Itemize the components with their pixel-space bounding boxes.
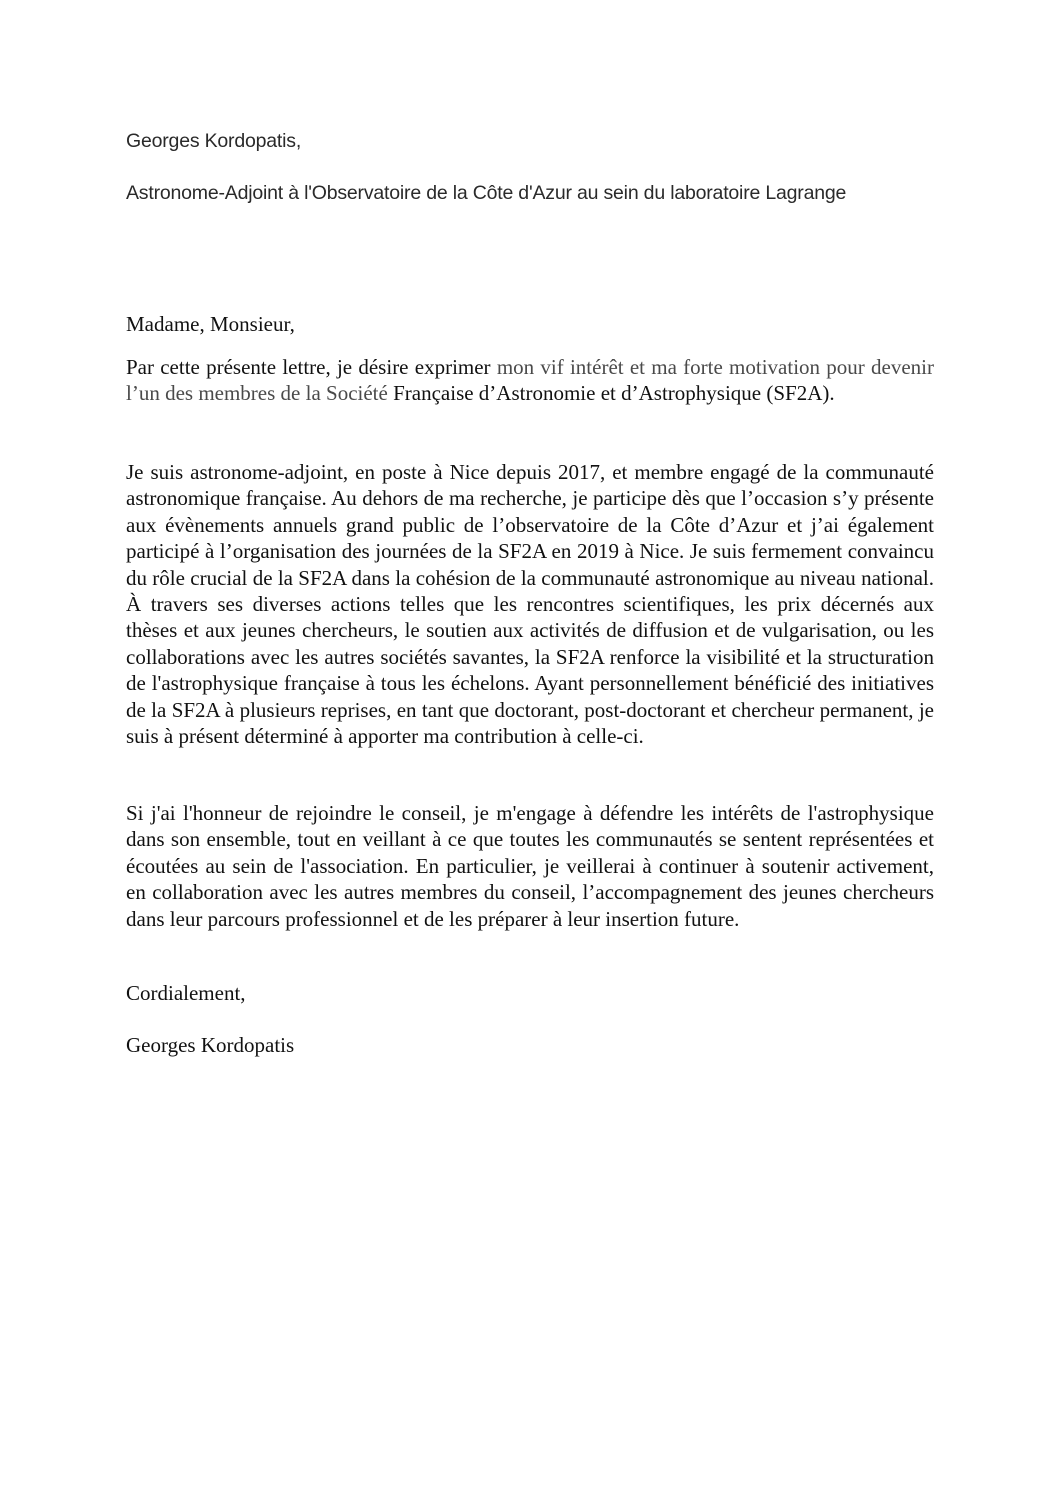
paragraph-intro-part2: mon vif intérêt et ma forte motivation pour devenir l’un des membres de la Société	[126, 355, 934, 406]
paragraph-intro-part3: Française d’Astronomie et d’Astrophysique (SF2A).	[393, 381, 835, 406]
paragraph-background: Je suis astronome-adjoint, en poste à Nice depuis 2017, et membre engagé de la communauté astronomique française. Au dehors de ma recherche, je participe dès que l’occasion s’y présente aux évènements annuels grand public de l’observatoire de la Côte d’Azur et j’ai également participé à l’organisation des journées de la SF2A en 2019 à Nice. Je suis fermement convaincu du rôle crucial de la SF2A dans la cohésion de la communauté astronomique au niveau national. À travers ses diverses actions telles que les rencontres scientifiques, les prix décernés aux thèses et aux jeunes chercheurs, le soutien aux activités de diffusion et de vulgarisation, ou les collaborations avec les autres sociétés savantes, la SF2A renforce la visibilité et la structuration de l'astrophysique française à tous les échelons. Ayant personnellement bénéficié des initiatives de la SF2A à plusieurs reprises, en tant que doctorant, post-doctorant et chercheur permanent, je suis à présent déterminé à apporter ma contribution à celle-ci.	[126, 460, 934, 749]
sender-name: Georges Kordopatis,	[126, 130, 302, 152]
salutation: Madame, Monsieur,	[126, 312, 295, 336]
paragraph-commitment: Si j'ai l'honneur de rejoindre le conseil, je m'engage à défendre les intérêts de l'astrophysique dans son ensemble, tout en veillant à ce que toutes les communautés se sentent représentées et écoutées au sein de l'association. En particulier, je veillerai à continuer à soutenir activement, en collaboration avec les autres membres du conseil, l’accompagnement des jeunes chercheurs dans leur parcours professionnel et de les préparer à leur insertion future.	[126, 801, 934, 931]
signature: Georges Kordopatis	[126, 1033, 295, 1057]
paragraph-intro-part1: Par cette présente lettre, je désire exprimer	[126, 355, 497, 379]
paragraph-intro	[126, 354, 934, 407]
sender-title: Astronome-Adjoint à l'Observatoire de la Côte d'Azur au sein du laboratoire Lagrange	[126, 182, 847, 204]
closing: Cordialement,	[126, 981, 246, 1005]
